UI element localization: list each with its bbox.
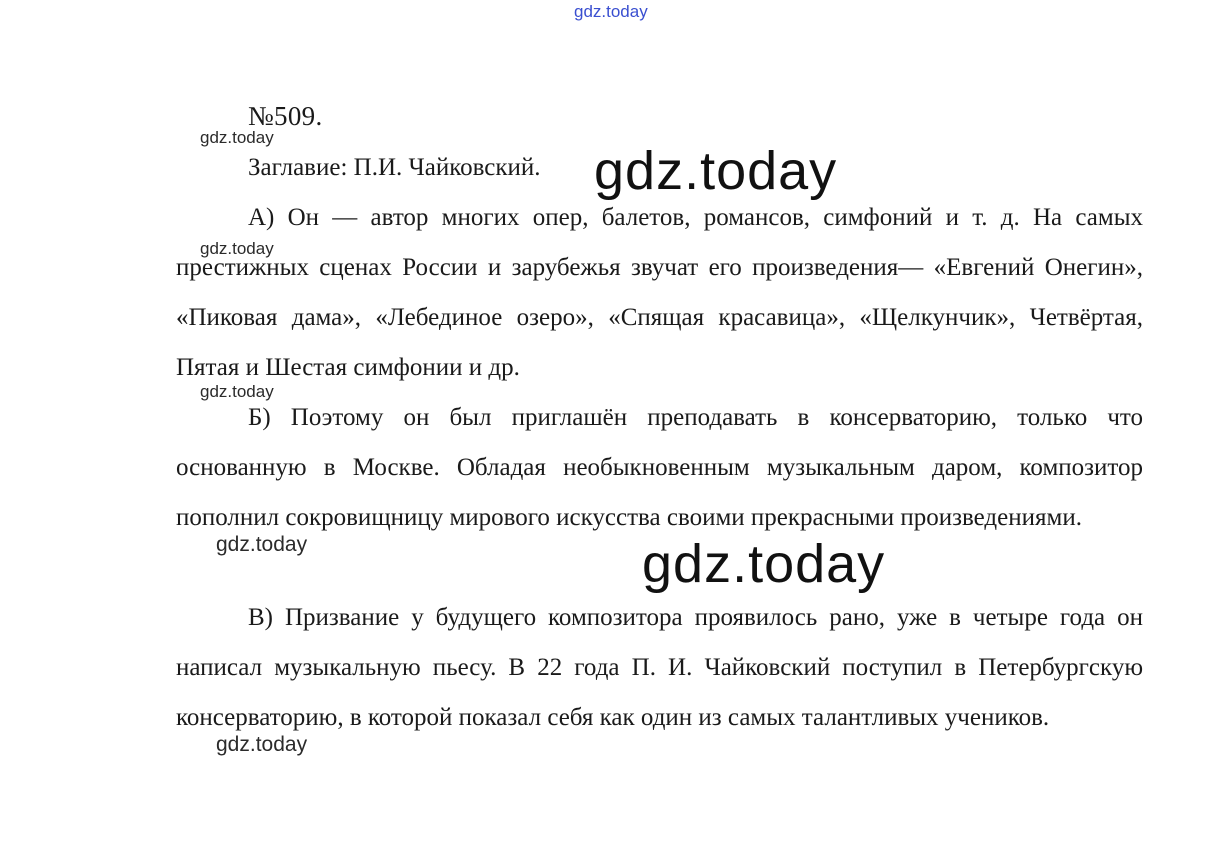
paragraph-b: Б) Поэтому он был приглашён преподавать в консерваторию, только что основанную в Москве. Обладая необыкновенным музыкальным даром, композитор пополнил сокровищницу мирового искусства своими прекрасными произведениями.	[176, 404, 1143, 531]
paragraph-a: А) Он — автор многих опер, балетов, романсов, симфоний и т. д. На самых престижных сценах России и зарубежья звучат его произведения— «Евгений Онегин», «Пиковая дама», «Лебединое озеро», «Спящая красавица», «Щелкунчик», Четвёртая, Пятая и Шестая симфонии и др.	[176, 204, 1143, 381]
watermark-small: gdz.today	[200, 239, 274, 258]
watermark-large: gdz.today	[642, 534, 886, 594]
watermark-medium: gdz.today	[216, 533, 308, 556]
watermark-medium: gdz.today	[216, 733, 308, 756]
watermark-large: gdz.today	[594, 141, 838, 201]
task-number: №509.	[248, 101, 323, 131]
watermark-top: gdz.today	[574, 2, 648, 21]
watermark-small: gdz.today	[200, 128, 274, 147]
task-title: Заглавие: П.И. Чайковский.	[248, 154, 541, 181]
paragraph-c: В) Призвание у будущего композитора проявилось рано, уже в четыре года он написал музыкальную пьесу. В 22 года П. И. Чайковский поступил в Петербургскую консерваторию, в которой показал себя как один из самых талантливых учеников.	[176, 604, 1143, 731]
watermark-small: gdz.today	[200, 382, 274, 401]
